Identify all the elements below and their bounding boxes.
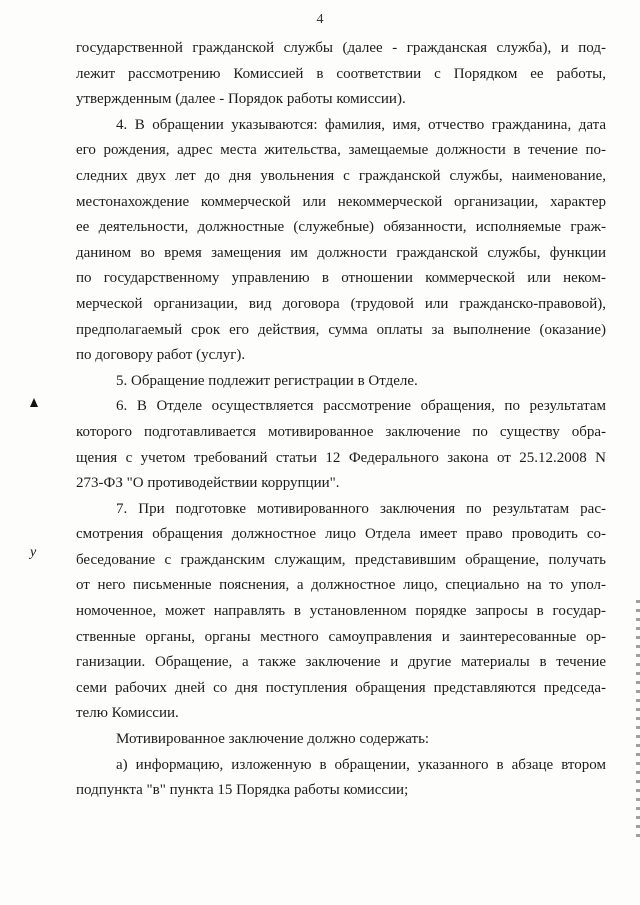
text-line: телю Комиссии. [76,705,179,722]
text-line: семи рабочих дней со дня поступления обращения представляются председа- [76,679,606,696]
text-line: которого подготавливается мотивированное заключение по существу обра- [76,423,606,440]
text-line: местонахождение коммерческой или некоммерческой организации, характер [76,193,606,210]
scan-edge-artifact [636,600,640,840]
paragraph-5 [76,369,606,395]
text-line: от него письменные пояснения, а должностное лицо, специально на то упол- [76,577,606,594]
text-line: ганизации. Обращение, а также заключение и другие материалы в течение [76,654,606,671]
paragraph-3-continuation [76,36,606,113]
page-number: 4 [316,12,324,27]
text-line: по государственному управлению в отношении коммерческой или неком- [76,270,606,287]
text-line: Мотивированное заключение должно содержать: [116,731,430,748]
text-line: 4. В обращении указываются: фамилия, имя, отчество гражданина, дата [116,116,606,133]
text-line: беседование с гражданским служащим, представившим обращение, получать [76,551,606,568]
document-body [76,36,606,804]
text-line: ственные органы, органы местного самоуправления и заинтересованные ор- [76,628,606,645]
text-line: государственной гражданской службы (далее - гражданская служба), и под- [76,40,606,56]
paragraph-conclusion-intro [76,727,606,753]
text-line: 273-ФЗ "О противодействии коррупции". [76,475,340,492]
text-line: 5. Обращение подлежит регистрации в Отделе. [116,372,418,389]
text-line: по договору работ (услуг). [76,347,246,364]
text-line: номоченное, может направлять в установленном порядке запросы в государ- [76,603,606,620]
text-line: лежит рассмотрению Комиссией в соответствии с Порядком ее работы, [76,65,606,82]
text-line: щения с учетом требований статьи 12 Федерального закона от 25.12.2008 N [76,449,606,466]
text-line: ее деятельности, должностные (служебные) обязанности, исполняемые граж- [76,219,606,236]
text-line: утвержденным (далее - Порядок работы комиссии). [76,91,406,108]
paragraph-6 [76,394,606,496]
text-line: его рождения, адрес места жительства, замещаемые должности в течение по- [76,142,606,159]
text-line: подпункта "в" пункта 15 Порядка работы комиссии; [76,782,409,799]
text-line: предполагаемый срок его действия, сумма оплаты за выполнение (оказание) [76,321,606,338]
margin-handwritten-mark: у [30,545,37,560]
paragraph-item-a [76,753,606,804]
margin-triangle-mark [30,398,38,407]
paragraph-4 [76,113,606,369]
text-line: 6. В Отделе осуществляется рассмотрение обращения, по результатам [116,398,606,415]
text-line: следних двух лет до дня увольнения с гражданской службы, наименование, [76,167,606,184]
text-line: данином во время замещения им должности гражданской службы, функции [76,244,606,261]
text-line: мерческой организации, вид договора (трудовой или гражданско-правовой), [76,295,606,312]
text-line: смотрения обращения должностное лицо Отдела имеет право проводить со- [76,526,606,543]
paragraph-7 [76,497,606,727]
text-line: а) информацию, изложенную в обращении, указанного в абзаце втором [116,756,606,773]
text-line: 7. При подготовке мотивированного заключения по результатам рас- [116,500,606,517]
